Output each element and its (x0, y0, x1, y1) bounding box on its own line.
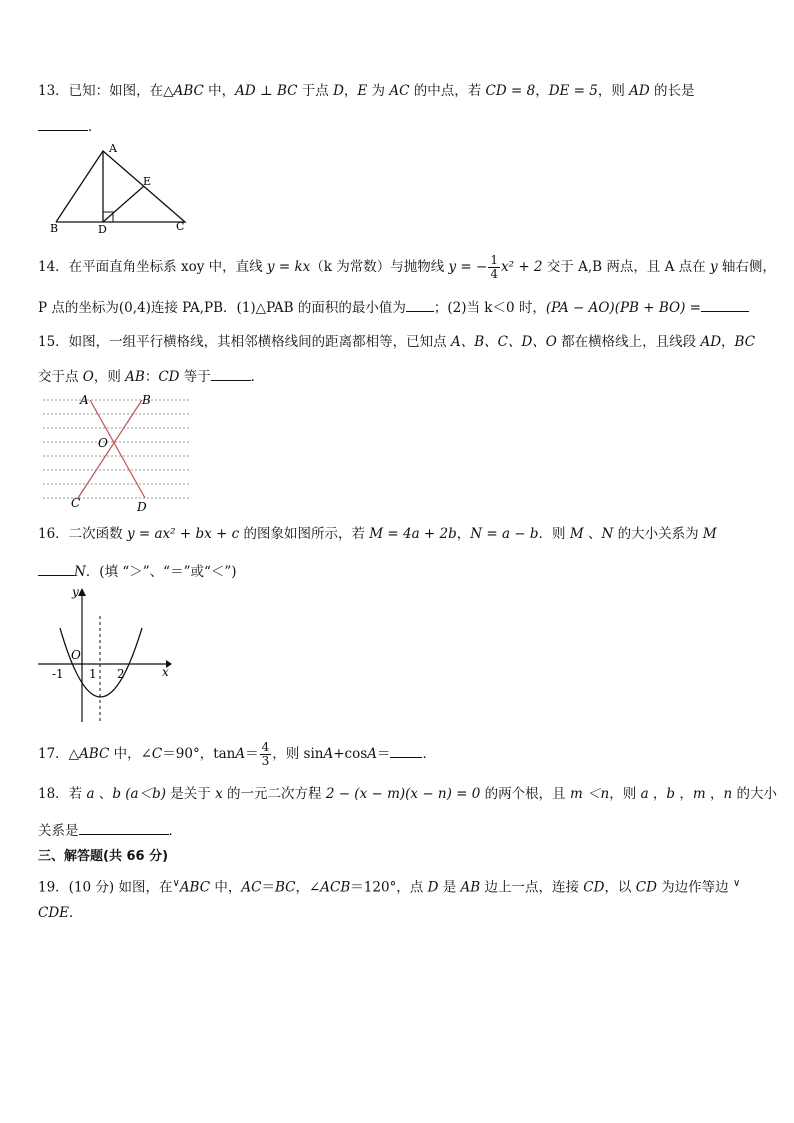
section-title: 三、解答题(共 66 分) (38, 849, 169, 864)
label-E: E (143, 175, 152, 188)
label-O: O (98, 436, 108, 450)
label-D: D (137, 500, 147, 512)
label-B: B (50, 222, 59, 235)
tick-label-2: 2 (117, 667, 125, 681)
q18-line2: 关系是 ． (38, 820, 758, 840)
q16-line1: 16．二次函数 y = ax² + bx + c 的图象如图所示，若 M = 4a + 2b，N = a − b．则 M 、N 的大小关系为 M (38, 526, 717, 542)
label-A: A (109, 142, 117, 155)
q13-line2: ． (38, 116, 758, 136)
label-D: D (98, 223, 107, 236)
q13-triangle-figure (44, 140, 194, 236)
axis-label-x: x (162, 665, 169, 679)
label-C: C (176, 220, 185, 233)
answer-blank-15[interactable] (211, 366, 251, 381)
answer-blank-14-1[interactable] (406, 297, 434, 312)
q16-line2: N．(填 “＞”、“＝”或“＜”) (38, 561, 758, 581)
fraction-four-thirds: $\frac{4}{3}$ (261, 740, 270, 768)
q19-line1: 19．(10 分) 如图，在∨ABC 中，AC＝BC，∠ACB＝120°，点 D 是 AB 边上一点，连接 CD，以 CD 为边作等边 ∨ (38, 878, 741, 896)
q17-line: 17．△ABC 中，∠C＝90°，tanA＝ $\frac{4}{3}$ ，则 sinA+cosA＝ ． (38, 740, 436, 768)
q18-line1: 18．若 a 、b (a＜b) 是关于 x 的一元二次方程 2 − (x − m)(x − n) = 0 的两个根，且 m ＜n，则 a ，b ，m ，n 的大小 (38, 786, 777, 802)
q15-line2: 交于点 O，则 AB：CD 等于 ． (38, 366, 758, 386)
origin-label: O (71, 648, 81, 662)
label-C: C (71, 496, 81, 510)
answer-blank-14-2[interactable] (701, 297, 749, 312)
q14-line1: 14．在平面直角坐标系 xoy 中，直线 y = kx（k 为常数）与抛物线 y = − $\frac{1}{4}$ x² + 2 交于 A,B 两点，且 A 点在 y 轴右侧， (38, 253, 776, 281)
label-A: A (80, 393, 89, 407)
q14-line2: P 点的坐标为(0,4)连接 PA,PB．(1)△PAB 的面积的最小值为 ；(2)当 k＜0 时，(PA − AO)(PB + BO) = (38, 297, 758, 317)
axis-label-y: y (72, 585, 79, 599)
q16-parabola-figure (36, 582, 176, 727)
tick-label-neg1: -1 (52, 667, 64, 681)
q15-line1: 15．如图，一组平行横格线，其相邻横格线间的距离都相等，已知点 A、B、C、D、O 都在横格线上，且线段 AD，BC (38, 334, 756, 350)
answer-blank-16[interactable] (38, 561, 74, 576)
q15-parallel-lines-figure (38, 390, 193, 512)
answer-blank-18[interactable] (79, 820, 169, 835)
q13-line1: 13．已知：如图，在△ABC 中，AD ⊥ BC 于点 D，E 为 AC 的中点，若 CD = 8，DE = 5，则 AD 的长是 (38, 83, 695, 99)
fraction-quarter: $\frac{1}{4}$ (490, 253, 498, 281)
answer-blank-13[interactable] (38, 116, 88, 131)
label-B: B (142, 393, 151, 407)
answer-blank-17[interactable] (390, 743, 422, 758)
q19-line2: CDE． (38, 905, 83, 921)
tick-label-1: 1 (89, 667, 97, 681)
